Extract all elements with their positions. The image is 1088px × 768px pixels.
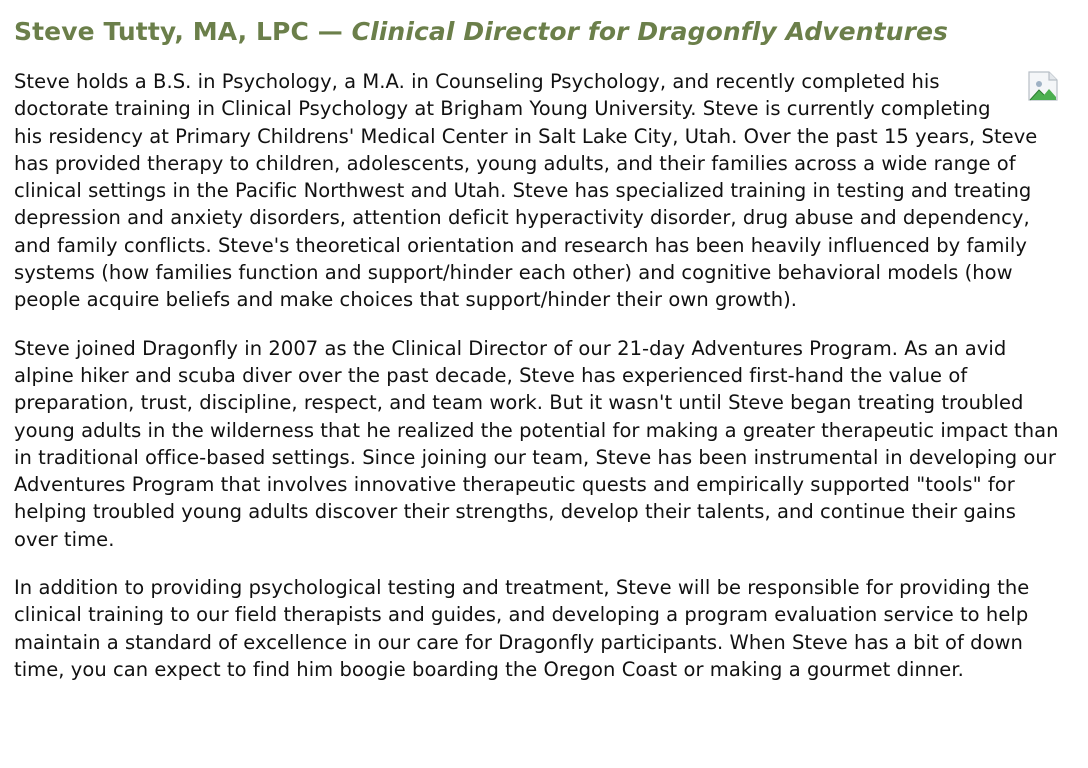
broken-image-icon [1027,70,1059,102]
bio-paragraph-2: Steve joined Dragonfly in 2007 as the Clinical Director of our 21-day Adventures Program. As an avid alpine hiker and scuba diver over the past decade, Steve has experienced first-hand the value of preparation, trust, discipline, respect, and team work. But it wasn't until Steve began treating troubled young adults in the wilderness that he realized the potential for making a greater therapeutic impact than in traditional office-based settings. Since joining our team, Steve has been instrumental in developing our Adventures Program that involves innovative therapeutic quests and empirically supported "tools" for helping troubled young adults discover their strengths, develop their talents, and continue their gains over time. [14,336,1059,551]
bio-paragraph-1: Steve holds a B.S. in Psychology, a M.A. in Counseling Psychology, and recently completed his doctorate training in Clinical Psychology at Brigham Young University. Steve is currently completing his residency at Primary Childrens' Medical Center in Salt Lake City, Utah. Over the past 15 years, Steve has provided therapy to children, adolescents, young adults, and their families across a wide range of clinical settings in the Pacific Northwest and Utah. Steve has specialized training in testing and treating depression and anxiety disorders, attention deficit hyperactivity disorder, drug abuse and dependency, and family conflicts. Steve's theoretical orientation and research has been heavily influenced by family systems (how families function and support/hinder each other) and cognitive behavioral models (how people acquire beliefs and make choices that support/hinder their own growth). [14,70,1038,312]
staff-bio [14,14,1059,704]
page-title [14,14,1059,50]
staff-name: Steve Tutty, MA, LPC [14,17,309,46]
staff-role: Clinical Director for Dragonfly Adventures [351,17,949,46]
staff-photo [1027,70,1059,102]
title-separator: — [308,17,352,46]
bio-paragraph-3: In addition to providing psychological testing and treatment, Steve will be responsible for providing the clinical training to our field therapists and guides, and developing a program evaluation service to help maintain a standard of excellence in our care for Dragonfly participants. When Steve has a bit of down time, you can expect to find him boogie boarding the Oregon Coast or making a gourmet dinner. [14,576,1030,681]
